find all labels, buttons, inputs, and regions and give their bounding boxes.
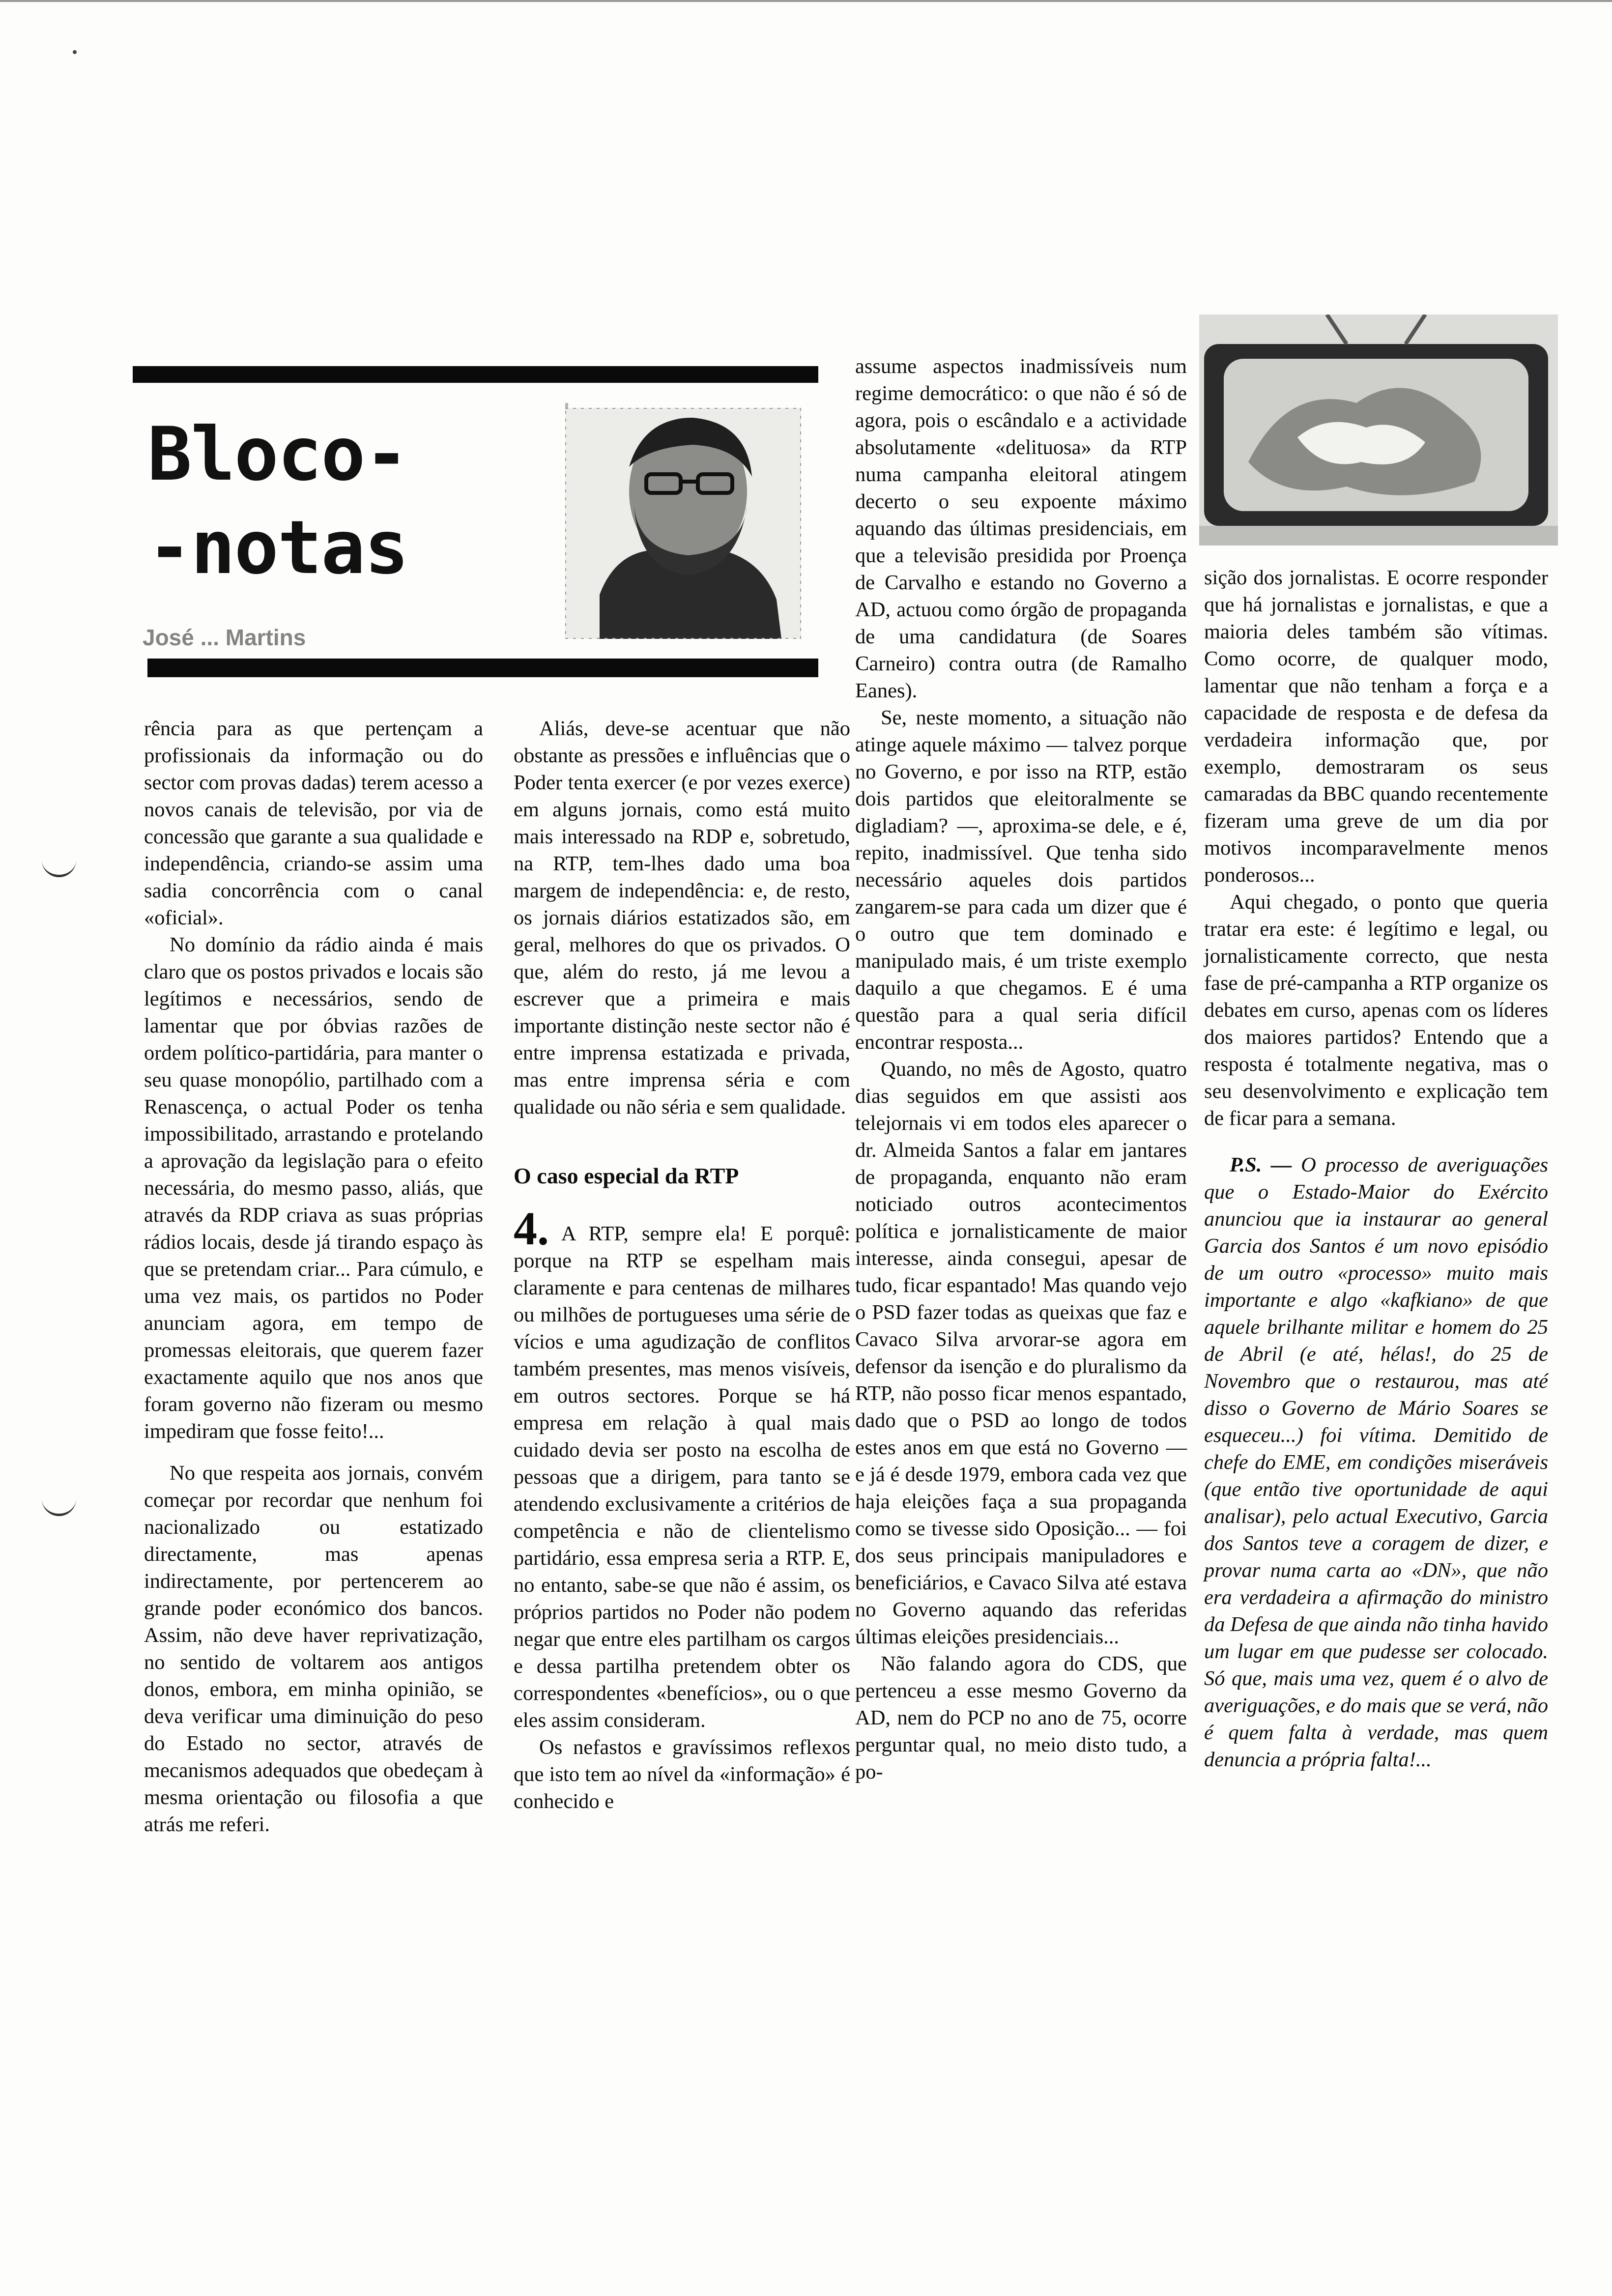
paragraph: Os nefastos e gravíssimos reflexos que isto tem ao nível da «informação» é conhecido e [514, 1736, 850, 1813]
paragraph: Quando, no mês de Agosto, quatro dias seguidos em que assisti aos telejornais vi em todos eles aparecer o dr. Almeida Santos a falar em jantares de propaganda, enquanto não eram noticiado outros acontecimentos política e jornalisticamente de maior interesse, ainda consegui, apesar de tudo, ficar espantado! Mas quando vejo o PSD fazer todas as queixas que faz e Cavaco Silva arvorar-se agora em defensor da isenção e do pluralismo da RTP, não posso ficar menos espantado, dado que o PSD ao longo de todos estes anos em que está no Governo — e já é desde 1979, embora cada vez que haja eleições faça a sua propaganda como se tivesse sido Oposição... — foi dos seus principais manipuladores e beneficiários, e Cavaco Silva até estava no Governo aquando das referidas últimas eleições presidenciais... [855, 1058, 1187, 1648]
paragraph: Aliás, deve-se acentuar que não obstante as pressões e influências que o Poder tenta exercer (e por vezes exerce) em alguns jornais, como está muito mais interessado na RDP e, sobretudo, na RTP, tem-lhes dado uma boa margem de independência: e, de resto, os jornais diários estatizados são, em geral, melhores do que os privados. O que, além do resto, já me levou a escrever que a primeira e mais importante distinção neste sector não é entre imprensa estatizada e privada, mas entre imprensa séria e com qualidade ou não séria e sem qualidade. [514, 717, 850, 1119]
paragraph: Aqui chegado, o ponto que queria tratar era este: é legítimo e legal, ou jornalisticamente correcto, que nesta fase de pré-campanha a RTP organize os debates em curso, apenas com os líderes dos maiores partidos? Entendo que a resposta é totalmente negativa, mas o seu desenvolvimento e explicação tem de ficar para a semana. [1204, 890, 1548, 1130]
margin-mark [42, 855, 76, 877]
scan-top-edge [0, 0, 1612, 2]
section-number: 4. [514, 1202, 549, 1255]
paragraph: No domínio da rádio ainda é mais claro que os postos privados e locais são legítimos e necessários, sendo de lamentar que por óbvias razões de ordem político-partidária, para manter o seu quase monopólio, partilhado com a Renascença, o actual Poder os tenha impossibilitado, arrastando e protelando a aprovação da legislação para o efeito necessária, do mesmo passo, aliás, que através da RDP criava as suas próprias rádios locais, desde já tirando espaço às que se pretendam criar... Para cúmulo, e uma vez mais, os partidos no Poder anunciam agora, em tempo de promessas eleitorais, que querem fazer exactamente aquilo que nos anos que foram governo não fizeram ou mesmo impediram que fosse feito!... [144, 933, 483, 1443]
author-byline: José ... Martins [143, 625, 306, 650]
column-title: Bloco- -notas [147, 412, 408, 591]
scan-dot [73, 50, 77, 54]
tv-drawing [1199, 315, 1558, 545]
paragraph: assume aspectos inadmissíveis num regime democrático: o que não é só de agora, pois o escândalo e a actividade absolutamente «delituosa» da RTP numa campanha eleitoral atingem decerto o seu expoente máximo aquando das últimas presidenciais, em que a televisão presidida por Proença de Carvalho e estando no Governo a AD, actuou como órgão de propaganda de uma candidatura (de Soares Carneiro) contra outra (de Ramalho Eanes). [855, 355, 1187, 702]
portrait-drawing [565, 408, 801, 639]
header-top-bar [133, 366, 818, 383]
header-bottom-bar [147, 659, 818, 677]
postscript: P.S. — O processo de averiguações que o Estado-Maior do Exército anunciou que ia instaurar ao general Garcia dos Santos é um novo episódio de um outro «processo» muito mais importante e algo «kafkiano» de que aquele brilhante militar e homem do 25 de Abril (e até, hélas!, do 25 de Novembro que o restaurou, mas até disso o Governo de Mário Soares se esqueceu...) foi vítima. Demitido de chefe do EME, em condições miseráveis (que então tive oportunidade de aqui analisar), pelo actual Executivo, Garcia dos Santos teve a coragem de dizer, e provar numa carta ao «DN», que não era verdadeira a afirmação do ministro da Defesa de que ainda não tinha havido um lugar em que pudesse ser colocado. Só que, mais uma vez, quem é o alvo de averiguações, e do mais que se verá, não é quem falta à verdade, mas quem denuncia a própria falta!... [1204, 1153, 1548, 1771]
paragraph: Se, neste momento, a situação não atinge aquele máximo — talvez porque no Governo, e por isso na RTP, estão dois partidos que eleitoralmente se digladiam? —, aproxima-se dele, e é, repito, inadmissível. Que tenha sido necessário aqueles dois partidos zangarem-se para cada um dizer que é o outro que tem dominado e manipulado mais, é um triste exemplo daquilo a que chegamos. E é uma questão para a qual seria difícil encontrar resposta... [855, 706, 1187, 1054]
author-portrait [565, 408, 801, 639]
article-column-4 [1204, 564, 1548, 1773]
paragraph: rência para as que pertençam a profissionais da informação ou do sector com provas dadas) terem acesso a novos canais de televisão, por via de concessão que garante a sua qualidade e independência, criando-se assim uma sadia concorrência com o canal «oficial». [144, 717, 483, 929]
article-column-2 [514, 715, 850, 1815]
paragraph: sição dos jornalistas. E ocorre responder que há jornalistas e jornalistas, e que a maioria deles também são vítimas. Como ocorre, de qualquer modo, lamentar que não tenham a força e a capacidade de resposta e de defesa da verdadeira informação que, por exemplo, demostraram os seus camaradas da BBC quando recentemente fizeram uma greve de um dia por motivos incomparavelmente menos ponderosos... [1204, 566, 1548, 887]
article-column-3 [855, 353, 1187, 1785]
ps-label: P.S. — [1230, 1153, 1292, 1177]
paragraph: Não falando agora do CDS, que pertenceu a esse mesmo Governo da AD, nem do PCP no ano de 75, ocorre perguntar qual, no meio disto tudo, a po- [855, 1652, 1187, 1783]
margin-mark [42, 1494, 76, 1516]
section-subheading: O caso especial da RTP [514, 1163, 739, 1188]
article-column-1 [144, 715, 483, 1838]
tv-illustration [1199, 315, 1558, 545]
paragraph: No que respeita aos jornais, convém começar por recordar que nenhum foi nacionalizado ou estatizado directamente, mas apenas indirectamente, por pertencerem ao grande poder económico dos bancos. Assim, não deve haver reprivatização, no sentido de voltarem aos antigos donos, embora, em minha opinião, se deva verificar uma diminuição do peso do Estado no sector, através de mecanismos adequados que obedeçam à mesma orientação ou filosofia a que atrás me referi. [144, 1462, 483, 1836]
paragraph: 4. A RTP, sempre ela! E porquê: porque na RTP se espelham mais claramente e para centenas de milhares ou milhões de portugueses uma série de vícios e uma agudização de conflitos também presentes, mas menos visíveis, em outros sectores. Porque se há empresa em relação à qual mais cuidado devia ser posto na escolha de pessoas que a dirigem, para tanto se atendendo exclusivamente a critérios de competência e não de clientelismo partidário, essa empresa seria a RTP. E, no entanto, sabe-se que não é assim, os próprios partidos no Poder não podem negar que entre eles partilham os cargos e dessa partilha pretendem obter os correspondentes «benefícios», ou o que eles assim consideram. [514, 1202, 850, 1732]
